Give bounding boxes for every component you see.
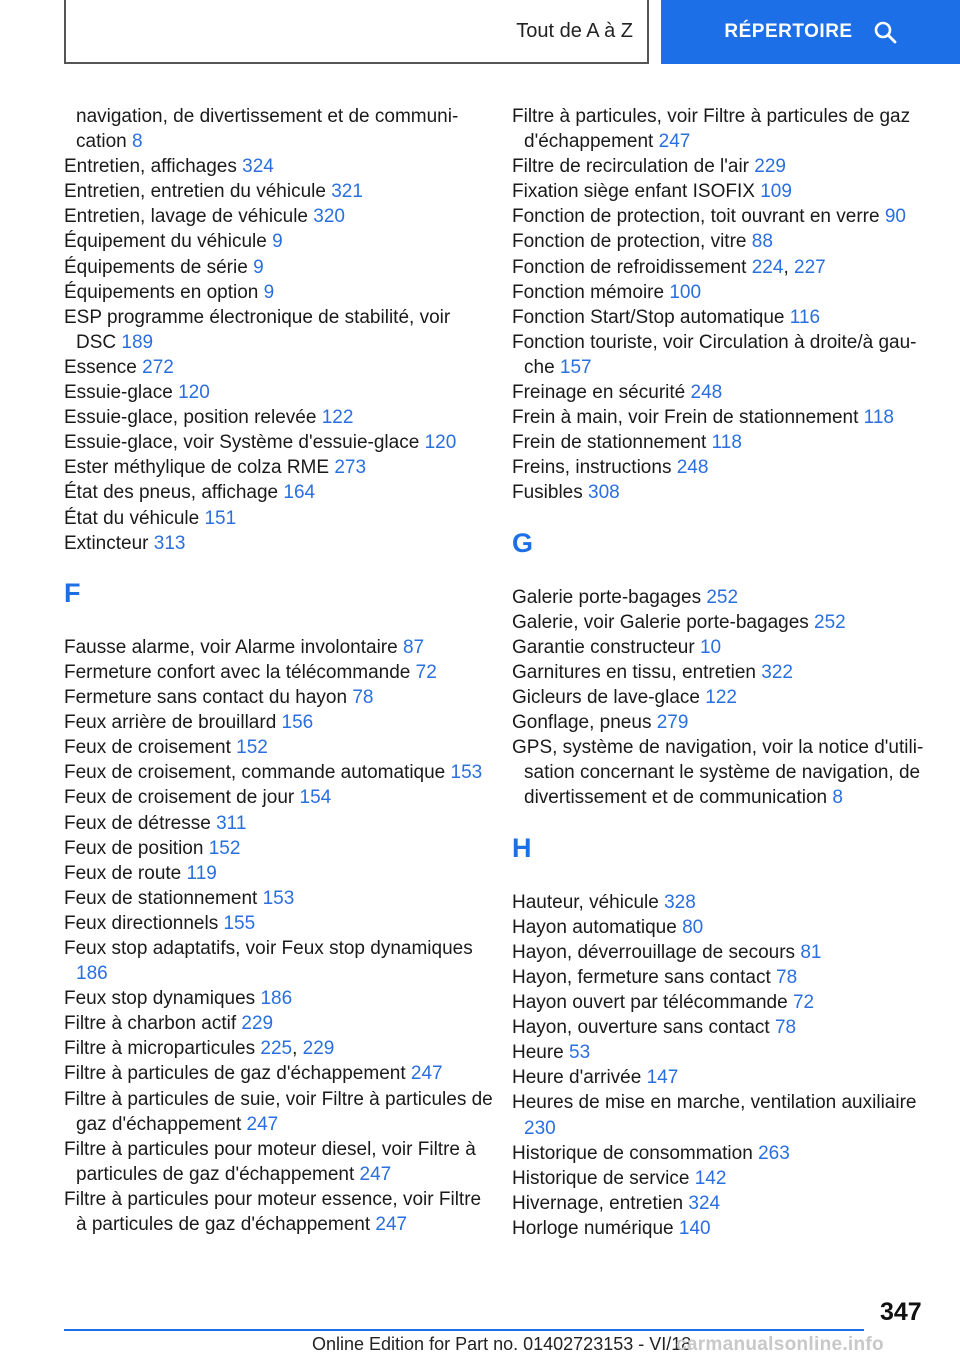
page-link[interactable]: 313 — [153, 532, 186, 554]
index-entry-text: Filtre à particules pour moteur essence, voir Filtre à particules de gaz d'échappement — [64, 1188, 482, 1236]
index-entry — [64, 430, 494, 455]
page-link[interactable]: 252 — [814, 611, 846, 633]
page-link[interactable]: 152 — [236, 737, 268, 759]
page-link[interactable]: 81 — [800, 941, 822, 963]
index-entry-text: Hivernage, entretien — [512, 1192, 689, 1214]
index-entry — [64, 255, 494, 280]
page-link[interactable]: 229 — [241, 1013, 274, 1035]
index-entry-text: cation — [76, 131, 132, 153]
edition-text: Online Edition for Part no. 01402723153 - VI/18 — [312, 1334, 692, 1354]
index-entry-text: Gicleurs de lave-glace — [512, 687, 706, 709]
page-link[interactable]: 247 — [658, 131, 691, 153]
page-link[interactable]: 279 — [656, 712, 689, 734]
index-entry-text: Fonction de protection, toit ouvrant en verre — [512, 206, 885, 228]
index-entry — [64, 104, 494, 129]
index-entry-text: Essuie-glace, position relevée — [64, 407, 322, 429]
index-entry-text: Horloge numérique — [512, 1217, 679, 1239]
index-entry — [512, 965, 932, 990]
page-link[interactable]: 90 — [884, 206, 906, 228]
index-entry-text: Équipements en option — [64, 281, 264, 303]
index-entry-text: Feux de stationnement — [64, 887, 263, 909]
page-link[interactable]: 273 — [334, 457, 367, 479]
index-entry-text: Hayon ouvert par télécommande — [512, 992, 793, 1014]
index-entry — [64, 179, 494, 204]
page-link[interactable]: 308 — [588, 482, 620, 504]
index-entry — [512, 430, 932, 455]
index-entry — [512, 305, 932, 330]
search-icon[interactable] — [873, 20, 897, 44]
index-entry — [64, 1011, 494, 1036]
index-entry-text: Freins, instructions — [512, 457, 677, 479]
index-entry-text: Essence — [64, 356, 143, 378]
index-entry-text: Filtre à particules de gaz d'échappement — [64, 1063, 411, 1085]
page-link[interactable]: 157 — [559, 356, 592, 378]
index-entry-text: Fausse alarme, voir Alarme involontaire — [64, 636, 403, 658]
page-link[interactable]: 224 — [751, 256, 784, 278]
index-entry-text: Freinage en sécurité — [512, 382, 691, 404]
index-entry — [64, 635, 494, 660]
index-entry-text: ESP programme électronique de stabilité, voir DSC — [64, 306, 451, 353]
tab-directory[interactable] — [661, 0, 960, 64]
index-entry — [512, 280, 932, 305]
index-entry-text: Heures de mise en marche, ventilation auxiliaire — [512, 1092, 917, 1114]
page-link[interactable]: 122 — [705, 687, 737, 709]
page-link[interactable]: 140 — [678, 1217, 711, 1239]
index-entry — [64, 455, 494, 480]
index-entry — [512, 204, 932, 229]
page-link[interactable]: 155 — [223, 912, 256, 934]
index-entry-text: Feux directionnels — [64, 912, 224, 934]
index-entry — [512, 1141, 932, 1166]
page-link[interactable]: 247 — [246, 1113, 279, 1135]
index-entry-text: Essuie-glace, voir Système d'essuie-glace — [64, 432, 425, 454]
page-link[interactable]: 164 — [283, 482, 316, 504]
page-link[interactable]: 118 — [711, 432, 742, 454]
page-link[interactable]: 147 — [646, 1067, 679, 1089]
index-entry-text: Fonction mémoire — [512, 281, 670, 303]
index-entry-text: Fermeture sans contact du hayon — [64, 687, 353, 709]
index-entry — [64, 936, 494, 986]
index-entry — [512, 380, 932, 405]
index-entry — [64, 785, 494, 810]
page-link[interactable]: 9 — [272, 231, 283, 253]
index-entry — [512, 480, 932, 505]
index-column-left — [64, 104, 494, 1237]
page-link[interactable]: 230 — [524, 1117, 556, 1139]
index-entry-text: Fonction de protection, vitre — [512, 231, 752, 253]
index-entry — [512, 405, 932, 430]
index-entry — [512, 990, 932, 1015]
index-entry-text: Hauteur, véhicule — [512, 891, 665, 913]
tab-a-to-z-label: Tout de A à Z — [516, 19, 633, 42]
index-entry-text: Fonction Start/Stop automatique — [512, 306, 790, 328]
tab-directory-label: RÉPERTOIRE — [724, 21, 853, 42]
index-entry-text: navigation, de divertissement et de communi- — [76, 106, 459, 127]
index-entry — [512, 1166, 932, 1191]
index-entry — [64, 154, 494, 179]
index-entry-text: Galerie porte-bagages — [512, 586, 707, 608]
page-link[interactable]: 122 — [321, 407, 354, 429]
index-entry-text: Feux de croisement, commande automatique — [64, 762, 451, 784]
index-entry — [64, 986, 494, 1011]
page-link[interactable]: 8 — [131, 131, 143, 153]
page-link[interactable]: 263 — [758, 1142, 790, 1164]
index-entry — [512, 1040, 932, 1065]
index-entry — [64, 506, 494, 531]
index-entry — [64, 480, 494, 505]
index-column-right — [512, 104, 932, 1241]
index-entry — [512, 104, 932, 154]
index-entry — [512, 1216, 932, 1241]
index-entry — [512, 915, 932, 940]
index-entry — [512, 610, 932, 635]
index-entry-text: Fermeture confort avec la télécommande — [64, 661, 416, 683]
footer-divider — [64, 1329, 864, 1331]
index-entry-text: Extincteur — [64, 532, 154, 554]
page-link[interactable]: 154 — [299, 787, 332, 809]
index-entry — [512, 229, 932, 254]
page-link[interactable]: 152 — [208, 837, 241, 859]
page-link[interactable]: 186 — [260, 988, 293, 1010]
index-entry — [64, 685, 494, 710]
page-link[interactable]: 78 — [352, 687, 374, 709]
index-entry-text: Feux de route — [64, 862, 187, 884]
index-entry — [64, 531, 494, 556]
section-letter: H — [512, 832, 532, 863]
index-entry: Filtre à microparticules 225, 229 — [64, 1038, 335, 1060]
index-entry — [64, 280, 494, 305]
index-entry — [64, 760, 494, 785]
index-entry-text: GPS, système de navigation, voir la notice d'utilisation concernant le système de navigation, de divertissement et de communication — [512, 737, 924, 809]
page-link[interactable]: 80 — [682, 916, 704, 938]
index-entry-text: Frein de stationnement — [512, 432, 712, 454]
index-entry-text: Fonction de refroidissement — [512, 256, 752, 278]
page-link[interactable]: 328 — [664, 891, 696, 913]
page-link[interactable]: 252 — [706, 586, 739, 608]
index-entry: Fonction de refroidissement 224, 227 — [512, 256, 826, 278]
page-link[interactable]: 78 — [774, 1017, 797, 1039]
index-entry — [64, 735, 494, 760]
index-entry — [512, 890, 932, 915]
index-entry-text: Feux arrière de brouillard — [64, 712, 282, 734]
page-link[interactable]: 156 — [281, 712, 314, 734]
index-entry — [512, 635, 932, 660]
index-entry — [64, 1137, 494, 1187]
page-link[interactable]: 8 — [832, 787, 843, 809]
index-entry — [64, 305, 494, 355]
page-link[interactable]: 142 — [694, 1167, 727, 1189]
index-entry-text: Feux de détresse — [64, 812, 217, 834]
index-entry-text: État des pneus, affichage — [64, 482, 284, 504]
page-link[interactable]: 118 — [863, 407, 894, 429]
index-entry-text: Heure d'arrivée — [512, 1067, 647, 1089]
page-link[interactable]: 189 — [121, 331, 154, 353]
index-entry — [512, 710, 932, 735]
page-link[interactable]: 78 — [776, 967, 798, 988]
index-entry — [64, 1187, 494, 1237]
index-entry-text: Frein à main, voir Frein de stationnement — [512, 407, 864, 429]
index-entry-text: Filtre de recirculation de l'air — [512, 156, 755, 178]
index-entry — [64, 355, 494, 380]
index-entry — [64, 405, 494, 430]
index-entry-text: Historique de consommation — [512, 1142, 759, 1164]
page-link[interactable]: 320 — [313, 206, 345, 228]
index-entry-text: Filtre à particules, voir Filtre à particules de gaz d'échappement — [512, 106, 911, 153]
index-entry — [64, 380, 494, 405]
index-entry — [512, 585, 932, 610]
page-link[interactable]: 151 — [204, 507, 237, 529]
index-entry-text: Galerie, voir Galerie porte-bagages — [512, 611, 815, 633]
index-entry-text: Hayon, fermeture sans contact — [512, 967, 777, 988]
page-link[interactable]: 116 — [789, 306, 821, 328]
index-entry — [64, 861, 494, 886]
page-link[interactable]: 120 — [178, 382, 210, 404]
index-entry-text: Entretien, affichages — [64, 156, 243, 178]
page-link[interactable]: 322 — [761, 661, 793, 683]
page-link[interactable]: 247 — [375, 1214, 408, 1236]
page-link[interactable]: 321 — [331, 181, 363, 203]
page-link[interactable]: 248 — [690, 382, 723, 404]
index-entry-text: Gonflage, pneus — [512, 712, 657, 734]
page-link[interactable]: 227 — [794, 256, 826, 278]
index-entry-text: Filtre à particules pour moteur diesel, voir Filtre à particules de gaz d'échappement — [64, 1138, 476, 1185]
index-entry-text: Hayon automatique — [512, 916, 683, 938]
index-entry-text: Fonction touriste, voir Circulation à droite/à gauche — [512, 331, 917, 378]
index-entry-text: Filtre à particules de suie, voir Filtre à particules de gaz d'échappement — [64, 1088, 493, 1135]
index-entry-text: Filtre à microparticules — [64, 1038, 261, 1060]
index-entry — [512, 660, 932, 685]
index-entry — [64, 811, 494, 836]
index-entry — [64, 886, 494, 911]
index-entry — [64, 129, 494, 154]
page-link[interactable]: 186 — [76, 963, 108, 985]
page-link[interactable]: 272 — [142, 356, 174, 378]
index-entry — [64, 229, 494, 254]
index-entry-text: Feux stop adaptatifs, voir Feux stop dynamiques — [64, 938, 473, 959]
index-entry — [64, 1061, 494, 1086]
page-link[interactable]: 153 — [262, 887, 295, 909]
index-entry — [512, 179, 932, 204]
index-entry — [512, 1015, 932, 1040]
page-link[interactable]: 311 — [216, 812, 247, 834]
page-link[interactable]: 10 — [699, 636, 722, 658]
index-entry-text: Filtre à charbon actif — [64, 1013, 242, 1035]
index-entry — [64, 204, 494, 229]
index-entry — [64, 911, 494, 936]
page-link[interactable]: 72 — [415, 661, 437, 683]
index-entry — [512, 735, 932, 810]
index-entry-text: Équipement du véhicule — [64, 231, 273, 253]
page-link[interactable]: 9 — [263, 281, 275, 303]
index-entry-text: Ester méthylique de colza RME — [64, 457, 335, 479]
index-entry-text: État du véhicule — [64, 507, 205, 529]
page-number: 347 — [880, 1298, 922, 1326]
tab-a-to-z[interactable] — [64, 0, 649, 64]
index-entry-text: Équipements de série — [64, 256, 254, 278]
index-entry-text: Feux de croisement de jour — [64, 787, 300, 809]
index-entry — [512, 1191, 932, 1216]
page-link[interactable]: 88 — [751, 231, 773, 253]
index-entry — [64, 710, 494, 735]
index-entry — [512, 1090, 932, 1140]
index-entry-text: Fusibles — [512, 482, 589, 504]
page-link[interactable]: 119 — [186, 862, 217, 884]
index-entry — [512, 330, 932, 380]
index-entry-text: Entretien, lavage de véhicule — [64, 206, 314, 228]
page-link[interactable]: 109 — [760, 181, 792, 203]
index-entry-text: Garantie constructeur — [512, 636, 700, 658]
page-link[interactable]: 153 — [450, 762, 483, 784]
index-entry — [512, 940, 932, 965]
page-link[interactable]: 247 — [410, 1063, 443, 1085]
section-letter: G — [512, 527, 534, 558]
index-entry-text: Hayon, déverrouillage de secours — [512, 941, 801, 963]
index-entry-text: Garnitures en tissu, entretien — [512, 661, 762, 683]
index-entry-text: Essuie-glace — [64, 382, 179, 404]
page-link[interactable]: 324 — [688, 1192, 721, 1214]
page-link[interactable]: 229 — [754, 156, 786, 178]
index-entry — [64, 1087, 494, 1137]
index-entry-text: Feux stop dynamiques — [64, 988, 261, 1010]
index-entry — [64, 836, 494, 861]
index-entry-text: Feux de position — [64, 837, 209, 859]
page-link[interactable]: 9 — [253, 256, 264, 278]
page-link[interactable]: 72 — [792, 992, 815, 1014]
page-link[interactable]: 87 — [402, 636, 425, 658]
index-entry — [512, 1065, 932, 1090]
page-link[interactable]: 229 — [302, 1038, 335, 1060]
page-link[interactable]: 248 — [676, 457, 709, 479]
page-link[interactable]: 100 — [669, 281, 702, 303]
index-entry-text: Feux de croisement — [64, 737, 237, 759]
index-entry-text: Historique de service — [512, 1167, 695, 1189]
index-entry-text: Entretien, entretien du véhicule — [64, 181, 332, 203]
index-entry-text: Hayon, ouverture sans contact — [512, 1017, 775, 1039]
index-entry — [64, 660, 494, 685]
page-link[interactable]: 225 — [260, 1038, 293, 1060]
index-entry-text: Fixation siège enfant ISOFIX — [512, 181, 761, 203]
index-entry — [512, 455, 932, 480]
page-link[interactable]: 324 — [242, 156, 274, 178]
section-letter: F — [64, 577, 81, 608]
page-link[interactable]: 53 — [569, 1042, 591, 1064]
page-link[interactable]: 247 — [359, 1163, 392, 1185]
index-entry-text: Heure — [512, 1042, 570, 1064]
page-link[interactable]: 120 — [424, 432, 457, 454]
index-entry — [512, 154, 932, 179]
index-entry — [512, 685, 932, 710]
watermark-text: carmanualsonline.info — [676, 1334, 884, 1355]
